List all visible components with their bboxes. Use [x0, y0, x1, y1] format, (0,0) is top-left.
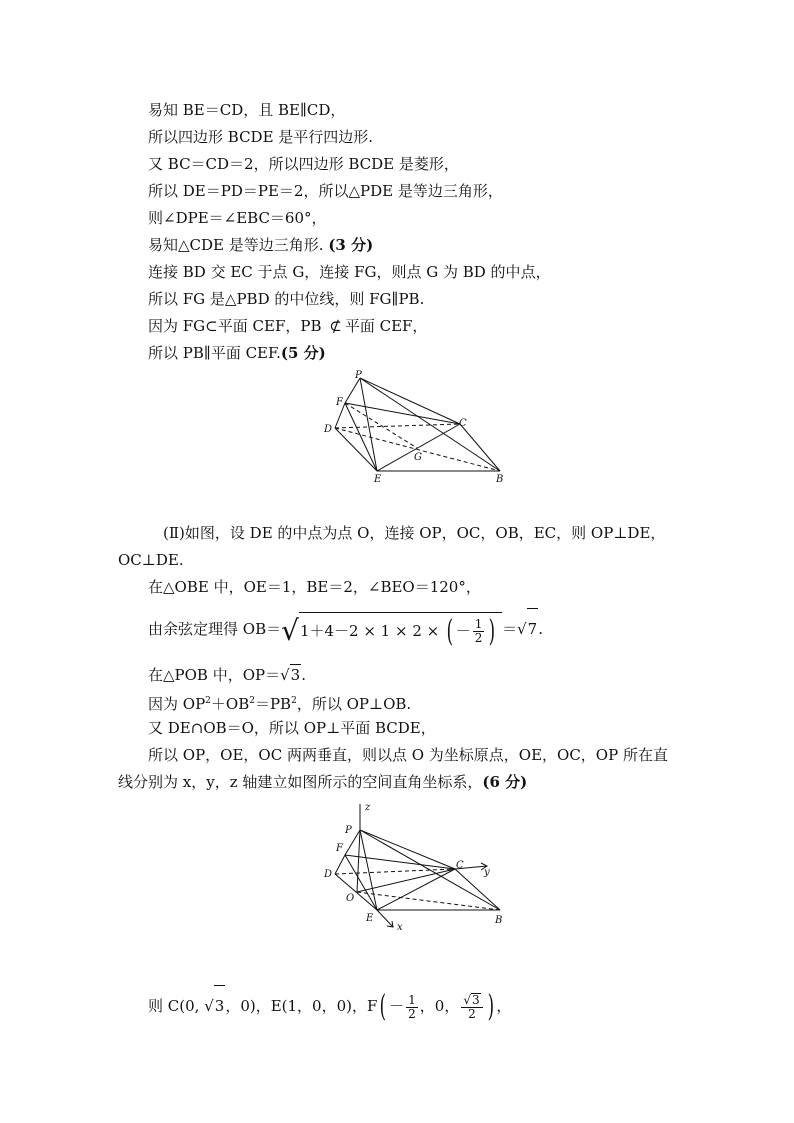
label-x: x: [397, 922, 403, 933]
period: .: [301, 666, 306, 684]
edge-FD: [335, 855, 345, 874]
right-paren: ): [488, 613, 496, 649]
text-segment: ，所以 OP⊥OB.: [296, 695, 412, 713]
subset-symbol: ⊂: [205, 317, 218, 335]
text-line: [148, 235, 373, 255]
label-E: E: [366, 913, 374, 924]
sqrt-value: 3: [471, 993, 480, 1007]
label-P: P: [355, 370, 362, 381]
left-paren: (: [446, 613, 454, 649]
label-B: B: [495, 915, 503, 926]
radical-sign: √: [281, 613, 299, 647]
exponent: 2: [249, 696, 255, 706]
edge-PB: [360, 378, 500, 471]
label-C: C: [456, 860, 464, 871]
minus-sign: －: [455, 621, 471, 640]
label-D: D: [324, 424, 333, 435]
label-C: C: [459, 418, 467, 429]
text-line: 所以 OP，OE，OC 两两垂直，则以点 O 为坐标原点，OE，OC，OP 所在直: [148, 746, 668, 764]
text-segment: ，: [496, 997, 512, 1015]
edge-PO: [357, 830, 360, 892]
text-line: [148, 316, 427, 336]
text-line: OC⊥DE.: [118, 551, 184, 569]
text-segment: 线分别为 x，y，z 轴建立如图所示的空间直角坐标系，: [118, 773, 483, 791]
radicand: [299, 612, 502, 650]
score-label: (5 分): [280, 344, 326, 362]
edge-DC-dashed: [335, 424, 460, 428]
text-line: 又 BC＝CD＝2，所以四边形 BCDE 是菱形，: [148, 155, 459, 173]
text-segment: ，0，: [419, 997, 460, 1015]
text-line: 则∠DPE＝∠EBC＝60°，: [148, 209, 327, 227]
text-segment: ＝PB: [254, 695, 292, 713]
denominator: 2: [474, 631, 483, 645]
minus-sign: －: [389, 997, 405, 1015]
label-O: O: [346, 893, 355, 904]
text-segment: ，0)，E(1，0，0)，F: [225, 997, 378, 1015]
label-E: E: [374, 474, 382, 485]
text-segment: 因为 OP: [148, 695, 206, 713]
text-segment: 由余弦定理得 OB＝: [148, 620, 282, 638]
edge-EC: [377, 869, 455, 910]
sqrt-sign: √: [517, 620, 527, 638]
text-segment: 易知△CDE 是等边三角形.: [148, 236, 324, 254]
text-line: (Ⅱ)如图，设 DE 的中点为点 O，连接 OP，OC，OB，EC，则 OP⊥DE，: [163, 524, 666, 542]
edge-OB-dashed: [357, 892, 500, 910]
score-label: (3 分): [328, 236, 374, 254]
denominator: 2: [408, 1006, 416, 1021]
text-line-cosine-law: [148, 608, 543, 648]
text-segment: 平面 CEF，: [344, 317, 428, 335]
right-paren: ): [487, 989, 494, 1024]
numerator: [461, 993, 482, 1008]
axis-x: [377, 910, 393, 927]
label-P: P: [345, 825, 352, 836]
edge-CB: [460, 424, 500, 471]
numerator: 1: [474, 617, 483, 631]
not-subset-symbol: ⊄: [329, 317, 342, 335]
text-segment: 在△POB 中，OP＝: [148, 666, 281, 684]
edge-PE: [360, 378, 377, 471]
text-line: 易知 BE＝CD，且 BE∥CD，: [148, 101, 346, 119]
sqrt-sign: √: [463, 993, 471, 1007]
text-line: [118, 772, 527, 792]
text-line: [148, 664, 306, 685]
edge-PB: [360, 830, 500, 910]
score-label: (6 分): [482, 773, 528, 791]
left-paren: (: [380, 989, 387, 1024]
exponent: 2: [291, 696, 297, 706]
text-line-coordinates: [148, 985, 511, 1025]
sqrt-sign: √: [204, 997, 214, 1015]
text-segment: ＋OB: [210, 695, 250, 713]
fraction: [473, 618, 485, 645]
label-G: G: [414, 452, 422, 463]
label-z: z: [365, 802, 371, 813]
text-segment: 所以 PB∥平面 CEF.: [148, 344, 281, 362]
text-line: 所以 FG 是△PBD 的中位线，则 FG∥PB.: [148, 290, 425, 308]
text-line: [148, 343, 326, 363]
label-B: B: [496, 474, 504, 485]
text-line: 在△OBE 中，OE＝1，BE＝2，∠BEO＝120°，: [148, 578, 481, 596]
period: .: [538, 620, 543, 638]
text-segment: 则 C(0,: [148, 997, 200, 1015]
text-line: [148, 691, 411, 714]
sqrt-value: 7: [527, 608, 539, 649]
edge-PF: [345, 378, 360, 403]
text-line: 所以 DE＝PD＝PE＝2，所以△PDE 是等边三角形，: [148, 182, 503, 200]
edge-FE: [345, 403, 377, 471]
big-radical: [281, 610, 502, 651]
edge-CB: [455, 869, 500, 910]
numerator: 1: [408, 992, 416, 1007]
sqrt-value: 3: [214, 985, 226, 1026]
denominator: 2: [468, 1007, 476, 1021]
text-segment: 平面 CEF，PB: [217, 317, 322, 335]
sqrt-value: 3: [290, 666, 301, 684]
exponent: 2: [205, 696, 211, 706]
radicand-text: 1＋4－2 × 1 × 2 ×: [299, 621, 444, 640]
figure-pyramid-1: [315, 368, 515, 488]
text-line: 所以四边形 BCDE 是平行四边形.: [148, 128, 374, 146]
fraction: [461, 993, 482, 1021]
equals: ＝: [502, 620, 518, 638]
edge-PC: [360, 378, 460, 424]
sqrt-sign: √: [280, 666, 290, 684]
text-line: 连接 BD 交 EC 于点 G，连接 FG，则点 G 为 BD 的中点，: [148, 263, 551, 281]
label-y: y: [484, 867, 490, 878]
fraction: [406, 994, 418, 1021]
figure-pyramid-2-coordinates: [315, 800, 515, 935]
text-line: 又 DE∩OB＝O，所以 OP⊥平面 BCDE，: [148, 719, 436, 737]
label-F: F: [336, 397, 343, 408]
label-F: F: [336, 843, 343, 854]
label-D: D: [324, 869, 333, 880]
text-segment: 因为 FG: [148, 317, 206, 335]
